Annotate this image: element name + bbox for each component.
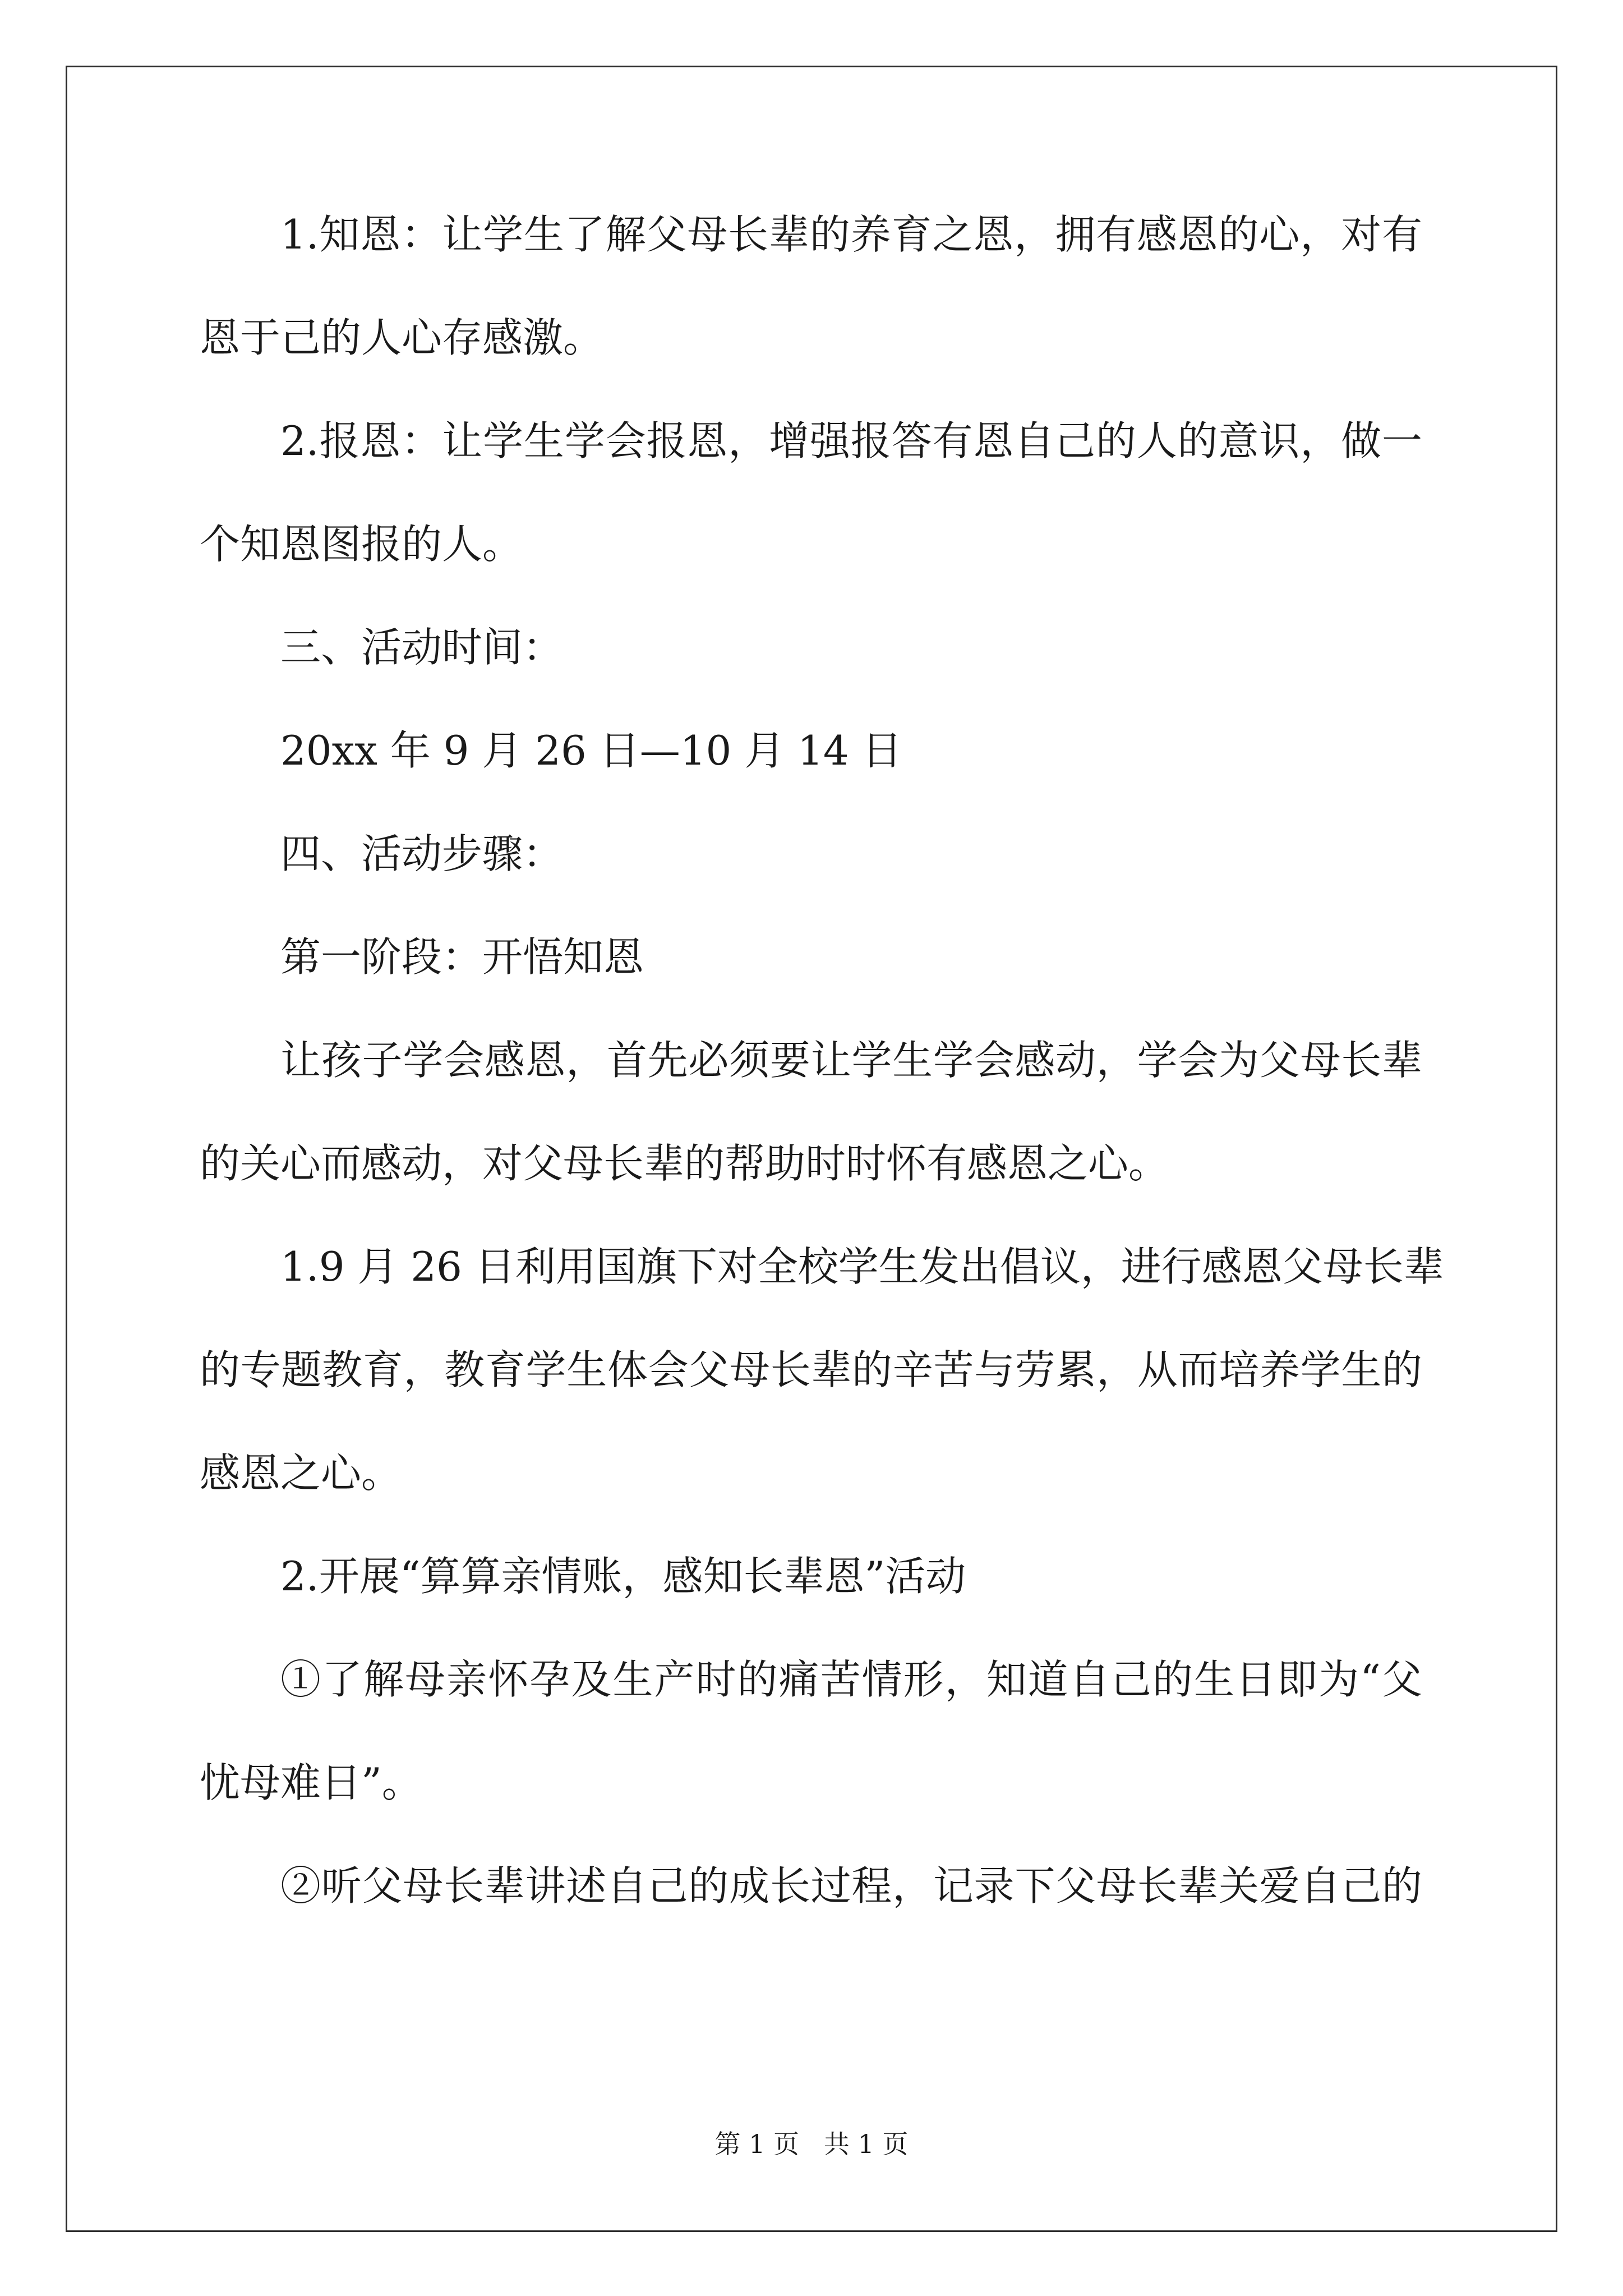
paragraph-line: 个知恩图报的人。	[200, 521, 523, 568]
paragraph-line: 2.开展“算算亲情账，感知长辈恩”活动	[280, 1553, 966, 1600]
paragraph-line: 让孩子学会感恩，首先必须要让学生学会感动，学会为父母长辈	[280, 1037, 1422, 1084]
paragraph-line: 恩于己的人心存感激。	[200, 314, 604, 361]
paragraph-line: 1.9 月 26 日利用国旗下对全校学生发出倡议，进行感恩父母长辈	[280, 1243, 1444, 1290]
paragraph-line: 忧母难日”。	[200, 1759, 422, 1806]
paragraph-line: 1.知恩：让学生了解父母长辈的养育之恩，拥有感恩的心，对有	[280, 211, 1422, 258]
paragraph-line: 2.报恩：让学生学会报恩，增强报答有恩自己的人的意识，做一	[280, 417, 1422, 464]
page-footer: 第 1 页 共 1 页	[714, 2129, 909, 2159]
section-heading: 三、活动时间：	[280, 624, 564, 671]
paragraph-line: 感恩之心。	[200, 1450, 402, 1497]
paragraph-line: 的关心而感动，对父母长辈的帮助时时怀有感恩之心。	[200, 1140, 1169, 1187]
date-range: 20xx 年 9 月 26 日—10 月 14 日	[280, 727, 902, 774]
paragraph-line: ①了解母亲怀孕及生产时的痛苦情形，知道自己的生日即为“父	[280, 1656, 1422, 1703]
paragraph-line: ②听父母长辈讲述自己的成长过程，记录下父母长辈关爱自己的	[280, 1862, 1422, 1910]
section-heading: 四、活动步骤：	[280, 830, 564, 877]
stage-heading: 第一阶段：开悟知恩	[280, 933, 644, 981]
paragraph-line: 的专题教育，教育学生体会父母长辈的辛苦与劳累，从而培养学生的	[200, 1346, 1422, 1393]
